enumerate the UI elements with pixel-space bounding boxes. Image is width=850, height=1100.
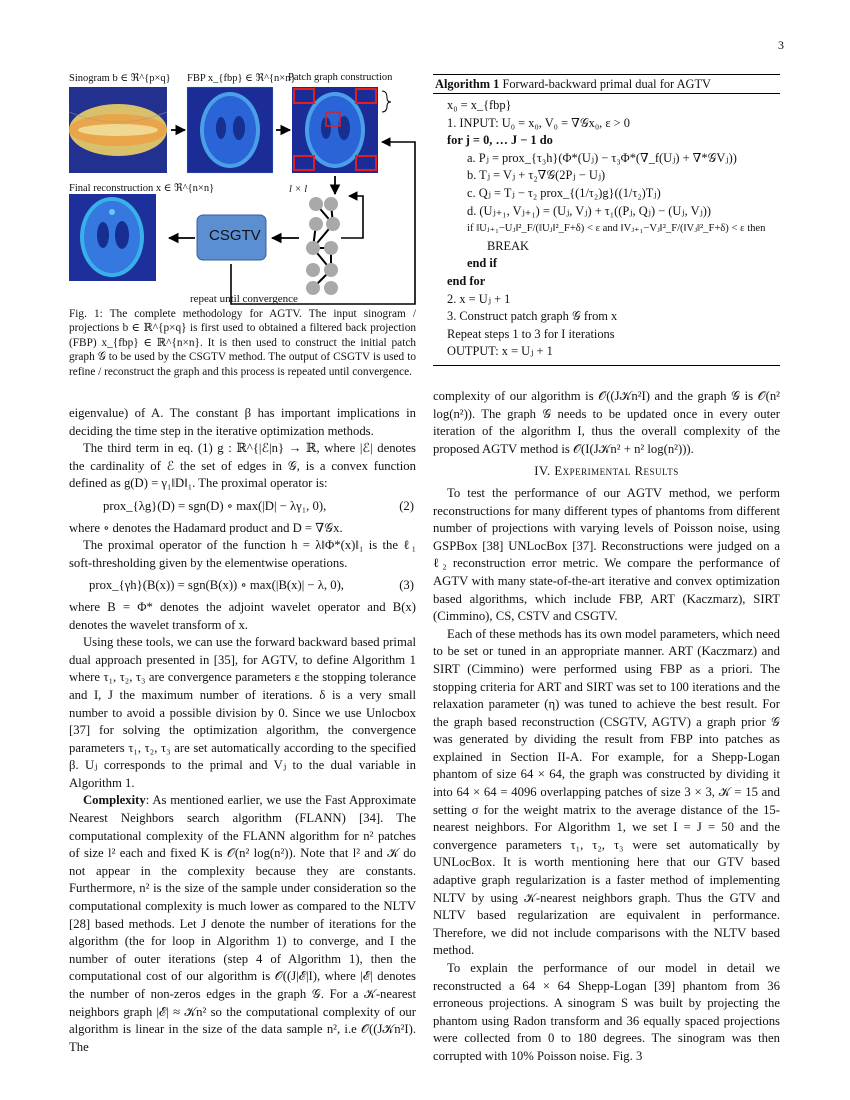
patch-graph-image bbox=[292, 87, 378, 173]
algo-line: d. (Uⱼ₊₁, Vⱼ₊₁) = (Uⱼ, Vⱼ) + τ₁((Pⱼ, Qⱼ) − (Uⱼ, Vⱼ)) bbox=[467, 203, 712, 218]
algorithm-body bbox=[433, 94, 780, 366]
paragraph: complexity of our algorithm is 𝒪((J𝒦n²I) and the graph 𝒢 is 𝒪(n² log(n²)). The graph 𝒢 needs to be updated once in every outer iteration of the algorithm I, thus the overall complexity of the proposed AGTV method is 𝒪(I(J𝒦n² + n² log(n²))). bbox=[433, 389, 780, 456]
equation-2-number: (2) bbox=[399, 498, 414, 513]
csgtv-label: CSGTV bbox=[209, 227, 261, 244]
label-sinogram: Sinogram b ∈ ℜ^{p×q} bbox=[69, 73, 171, 84]
right-column bbox=[433, 388, 780, 1066]
algorithm-header bbox=[433, 74, 780, 94]
complexity-text: : As mentioned earlier, we use the Fast Approximate Nearest Neighbors search algorithm (FLANN) [34]. The computational complexity of the FLANN algorithm for n² patches of size l² each and fixed K is 𝒪(n² log(n²)). Note that l² and 𝒦 do not appear in the complexity because they are constants. Furthermore, n² is the size of the sample under consideration so the computational complexity is much lower as compared to the NLTV [28] based methods. Let J denote the number of iterations for the algorithm (the for loop in Algorithm 1) to converge, and I the number of outer iterations (step 4 of Algorithm 1), then the computational cost of our algorithm is 𝒪((J|ℰ|I), where |ℰ| denotes the number of non-zeros edges in the graph 𝒢. For a 𝒦-nearest neighbors graph |ℰ| ≈ 𝒦n² so the computational complexity of our algorithm is linear in the size of the data sample n², i.e 𝒪((J𝒦n²I). The bbox=[69, 793, 416, 1054]
complexity-heading: Complexity bbox=[83, 793, 146, 808]
paragraph: where ∘ denotes the Hadamard product and D = ∇𝒢x. bbox=[69, 520, 343, 535]
figure-1-caption: Fig. 1: The complete methodology for AGTV. The input sinogram / projections b ∈ ℝ^{p×q} is first used to obtained a filtered back projection (FBP) x_{fbp} ∈ ℝ^{n×n}. It is then used to construct the initial patch graph 𝒢 to be used by the CSGTV method. The output of CSGTV is used to refine / reconstruct the graph and this process is repeated until convergence. bbox=[69, 308, 416, 378]
algo-line: b. Tⱼ = Vⱼ + τ₂∇𝒢(2Pⱼ − Uⱼ) bbox=[467, 168, 606, 183]
equation-3-number: (3) bbox=[399, 578, 414, 593]
paragraph: where B = Φ* denotes the adjoint wavelet operator and B(x) denotes the wavelet transform of x. bbox=[69, 599, 416, 632]
algo-line: OUTPUT: x = Uⱼ + 1 bbox=[447, 344, 553, 359]
algo-line: end if bbox=[467, 256, 497, 271]
paragraph: To test the performance of our AGTV method, we perform reconstructions for many different types of phantoms from different number of projections with varying levels of Poisson noise, using GSPBox [38] UNLocBox [37]. Reconstructions were judged on a ℓ₂ reconstruction error metric. We compare the performance of AGTV with many state-of-the-art iterative and convex optimization based algorithms, which include FBP, ART (Kaczmarz), SIRT (Cimmino), CS, CSTV and CSGTV. bbox=[433, 485, 780, 624]
algo-line: 1. INPUT: U₀ = x₀, V₀ = ∇𝒢x₀, ε > 0 bbox=[447, 115, 630, 130]
node-graph bbox=[306, 197, 340, 295]
algo-line: BREAK bbox=[487, 238, 529, 253]
sinogram-image bbox=[69, 87, 167, 173]
repeat-label: repeat until convergence bbox=[190, 293, 298, 305]
algo-line: a. Pⱼ = prox_{τ₃h}(Φ*(Uⱼ) − τ₃Φ*(∇_f(Uⱼ) + ∇*𝒢Vⱼ)) bbox=[467, 150, 737, 165]
paragraph: Each of these methods has its own model parameters, which need to be set or tuned in an appropriate manner. ART (Kaczmarz) and SIRT (Cimmino) were performed using FBP as a priori. The stopping criteria for ART and SIRT was set to 100 iterations and the relaxation parameter (η) was tuned to achieve the best result. For the graph based reconstruction (CSGTV, AGTV) a graph prior 𝒢 was generated by dividing the result from FBP into patches as explained in Section II-A. For example, for a Shepp-Logan phantom of size 64 × 64, the graph was constructed by dividing it into 64 × 64 = 4096 overlapping patches of size 3 × 3, 𝒦 = 15 and setting σ for the weight matrix to the average distance of the 15-nearest neighbors. For Algorithm 1, we set I = J = 50 and the convergence parameters τ₁, τ₂, τ₃ were set automatically by UNLocBox. It is worth mentioning here that our GTV based adaptive graph regularization is a faster method of implementing NLTV by using 𝒦-nearest neighbors graph. Thus the GTV and NLTV based regularization are equivalent in performance. Therefore, we did not include comparisons with the NLTV based method. bbox=[433, 626, 780, 958]
label-fbp: FBP x_{fbp} ∈ ℜ^{n×n} bbox=[187, 73, 296, 84]
equation-2-body: prox_{λg}(D) = sgn(D) ∘ max(|D| − λγ₁, 0), bbox=[103, 498, 327, 513]
fbp-image bbox=[187, 87, 273, 173]
final-reconstruction-image bbox=[69, 194, 156, 281]
section-heading: IV. Experimental Results bbox=[534, 464, 679, 479]
algo-line: for j = 0, … J − 1 do bbox=[447, 133, 553, 148]
page-number: 3 bbox=[778, 38, 784, 52]
paragraph: eigenvalue) of A. The constant β has important implications in deciding the time step in the iterative optimization methods. bbox=[69, 406, 416, 438]
algorithm-title: Forward-backward primal dual for AGTV bbox=[502, 77, 711, 91]
paragraph bbox=[69, 792, 416, 1056]
left-column bbox=[69, 405, 416, 1056]
equation-3 bbox=[69, 577, 416, 595]
algorithm-1 bbox=[433, 74, 780, 366]
label-patch-size: l × l bbox=[289, 184, 308, 195]
algo-line: x₀ = x_{fbp} bbox=[447, 98, 512, 112]
algo-line: if ‖Uⱼ₊₁−Uⱼ‖²_F/(‖Uⱼ‖²_F+δ) < ε and ‖Vⱼ₊₁−Vⱼ‖²_F/(‖Vⱼ‖²_F+δ) < ε then bbox=[467, 223, 766, 235]
algo-line: Repeat steps 1 to 3 for I iterations bbox=[447, 326, 615, 341]
equation-3-body: prox_{γh}(B(x)) = sgn(B(x)) ∘ max(|B(x)| − λ, 0), bbox=[89, 578, 344, 593]
algo-line: 3. Construct patch graph 𝒢 from x bbox=[447, 309, 618, 324]
figure-1-diagram bbox=[69, 72, 417, 307]
equation-2 bbox=[69, 498, 416, 516]
algo-line: 2. x = Uⱼ + 1 bbox=[447, 291, 511, 306]
label-final-reconstruction: Final reconstruction x ∈ ℜ^{n×n} bbox=[69, 183, 215, 194]
algo-line: end for bbox=[447, 273, 486, 288]
label-patch-graph: Patch graph construction bbox=[288, 72, 393, 83]
algo-line: c. Qⱼ = Tⱼ − τ₂ prox_{(1/τ₂)g}((1/τ₂)Tⱼ) bbox=[467, 185, 661, 200]
algorithm-label: Algorithm 1 bbox=[435, 77, 500, 91]
paragraph: Using these tools, we can use the forward backward based primal dual approach presented in [35], for AGTV, to define Algorithm 1 where τ₁, τ₂, τ₃ are convergence parameters ε the stopping tolerance and I, J the maximum number of iterations. δ is a very small number to avoid a possible division by 0. Since we use Unlocbox [37] for solving the optimization algorithm, the convergence parameters τ₁, τ₂, τ₃ are set automatically according to the specified β. Uⱼ corresponds to the primal and Vⱼ to the dual variable in Algorithm 1. bbox=[69, 635, 416, 790]
paragraph: The proximal operator of the function h = λ‖Φ*(x)‖₁ is the ℓ₁ soft-thresholding given by the elementwise operations. bbox=[69, 538, 416, 570]
paragraph: The third term in eq. (1) g : ℝ^{|ℰ|n} → ℝ, where |ℰ| denotes the cardinality of ℰ the set of edges in 𝒢, is a convex function defined as g(D) = γ₁‖D‖₁. The proximal operator is: bbox=[69, 441, 416, 491]
paragraph: To explain the performance of our model in detail we reconstructed a 64 × 64 Shepp-Logan [39] phantom from 36 erroneous projections. A sinogram S was built by projecting the phantom using Radon transform and 36 equally spaced projections were collected from 0 to 180 degrees. The sinogram was then corrupted with 10% Poisson noise. Fig. 3 bbox=[433, 961, 780, 1063]
